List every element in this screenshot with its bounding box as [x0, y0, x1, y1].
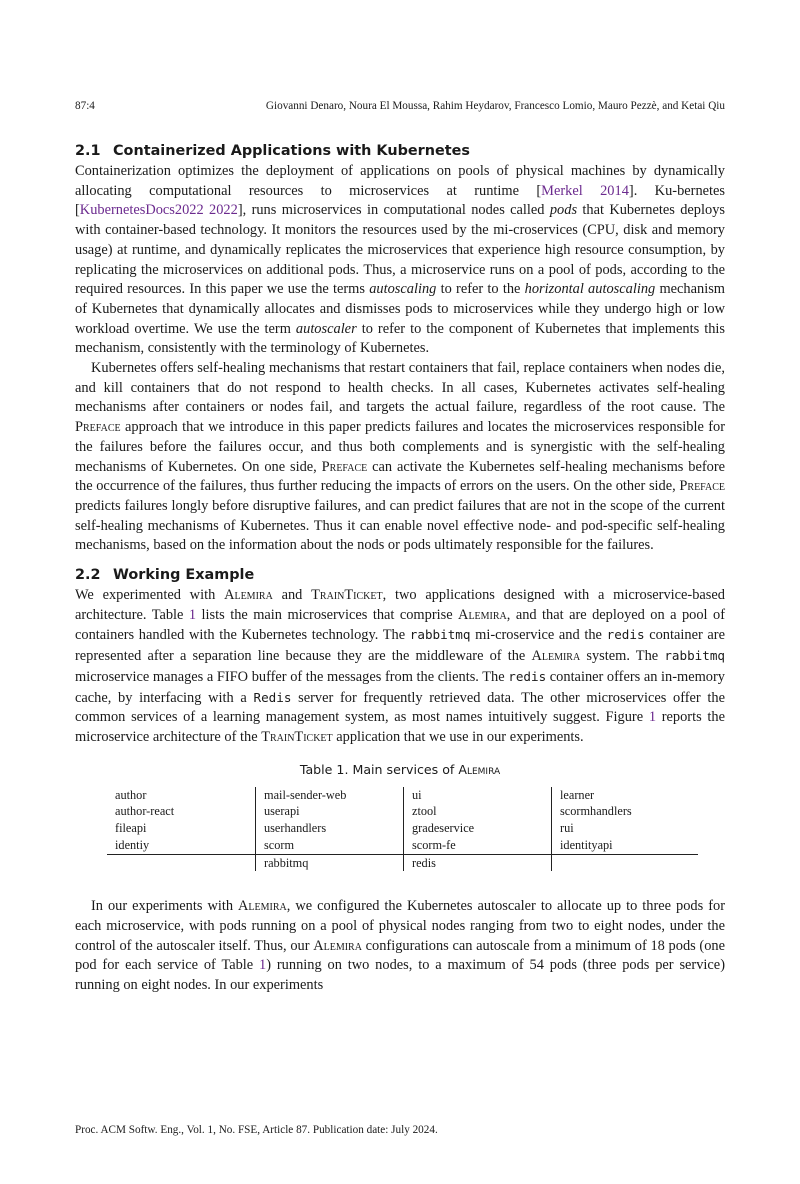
section-title: Containerized Applications with Kubernetes — [113, 143, 470, 159]
table-cell: rabbitmq — [256, 854, 404, 871]
paper-page — [75, 96, 725, 996]
section-heading-2-1 — [75, 140, 725, 162]
page-footer: Proc. ACM Softw. Eng., Vol. 1, No. FSE, Article 87. Publication date: July 2024. — [75, 1124, 438, 1136]
table-cell: userapi — [256, 803, 404, 820]
section-heading-2-2 — [75, 564, 725, 586]
table-caption: Table 1. Main services of Alemira — [299, 761, 501, 777]
figure-reference-link[interactable]: 1 — [648, 709, 657, 726]
running-authors: Giovanni Denaro, Noura El Moussa, Rahim Heydarov, Francesco Lomio, Mauro Pezzè, and Ketai Qiu — [265, 100, 725, 112]
table-cell: redis — [404, 854, 552, 871]
table-cell — [107, 854, 256, 871]
paragraph-self-healing: Kubernetes offers self-healing mechanisms that restart containers that fail, replace containers when nodes die, and kill containers that do not respond to health checks. In all cases, Kubernetes activates self-healing mechanisms after containers or nodes fail, and targets the actual failure, regardless of the root cause. The Preface approach that we introduce in this paper predicts failures and locates the microservices responsible for the failures before the failures occur, and thus both complements and is synergistic with the self-healing mechanisms of Kubernetes. On one side, Preface can activate the Kubernetes self-healing mechanisms before the occurrence of the failures, thus further reducing the impacts of errors on the users. On the other side, Preface predicts failures longly before disruptive failures, and can predict failures that are not in the scope of the current self-healing mechanisms of Kubernetes. Thus it can enable novel effective node- and pod-specific self-healing mechanisms, based on the information about the nods or pods ultimately responsible for the failures. — [75, 360, 725, 554]
table-cell: scormhandlers — [552, 803, 699, 820]
table-cell: ztool — [404, 803, 552, 820]
table-cell: mail-sender-web — [256, 787, 404, 804]
citation-link[interactable]: KubernetesDocs2022 2022 — [79, 202, 238, 219]
table-cell: scorm-fe — [404, 837, 552, 854]
table-row-middleware — [107, 854, 698, 871]
table-cell: learner — [552, 787, 699, 804]
table-cell: gradeservice — [404, 820, 552, 837]
table-cell: scorm — [256, 837, 404, 854]
page-number: 87:4 — [75, 100, 95, 112]
paragraph-containerization: Containerization optimizes the deployment of applications on pools of physical machines by dynamically allocating computational resources to microservices at runtime [Merkel 2014]. Ku-bernetes [KubernetesDocs2022 2022], runs microservices in computational nodes called pods that Kubernetes deploys with container-based technology. It monitors the resources used by the mi-croservices (CPU, disk and memory usage) at runtime, and dynamically replicates the microservices that experience high resource consumption, by replicating the microservices on additional pods. Thus, a microservice runs on a pool of pods, according to the required resources. In this paper we use the terms autoscaling to refer to the horizontal autoscaling mechanism of Kubernetes that dynamically allocates and dismisses pods to microservices while they undergo high or low workload overtime. We use the term autoscaler to refer to the component of Kubernetes that implements this mechanism, consistently with the terminology of Kubernetes. — [75, 163, 726, 357]
table-cell: author-react — [115, 804, 175, 819]
table-row — [107, 787, 698, 804]
running-head — [75, 96, 725, 116]
table-row — [107, 820, 698, 837]
paragraph-experiments: In our experiments with Alemira, we configured the Kubernetes autoscaler to allocate up to three pods for each microservice, with pods running on a pool of physical nodes ranging from two to eight nodes, under the control of the autoscaler itself. Thus, our Alemira configurations can autoscale from a minimum of 18 pods (one pod for each service of Table 1) running on two nodes, to a maximum of 54 pods (three pods per service) running on eight nodes. In our experiments — [75, 898, 726, 994]
table-row — [107, 837, 698, 854]
table-cell: identiy — [107, 837, 256, 854]
paragraph-working-example: We experimented with Alemira and TrainTicket, two applications designed with a microservice-based architecture. Table 1 lists the main microservices that comprise Alemira, and that are deployed on a pool of containers handled with the Kubernetes technology. The rabbitmq mi-croservice and the redis container are represented after a separation line because they are the middleware of the Alemira system. The rabbitmq microservice manages a FIFO buffer of the messages from the clients. The redis container offers an in-memory cache, by interfacing with a Redis server for frequently retrieved data. The other microservices offer the common services of a learning management system, as most names intuitively suggest. Figure 1 reports the microservice architecture of the TrainTicket application that we use in our experiments. — [75, 587, 725, 745]
table-cell: rui — [552, 820, 699, 837]
table-cell: fileapi — [115, 821, 147, 836]
table-cell: userhandlers — [256, 820, 404, 837]
section-number: 2.2 — [75, 567, 101, 584]
citation-link[interactable]: Merkel 2014 — [541, 182, 629, 199]
table-cell: ui — [404, 787, 552, 804]
table-cell: identityapi — [552, 837, 699, 854]
table-reference-link[interactable]: 1 — [259, 957, 267, 974]
section-title: Working Example — [113, 567, 255, 584]
section-number: 2.1 — [75, 143, 101, 159]
table-cell — [552, 854, 699, 871]
table-cell: author — [115, 787, 147, 802]
table-reference-link[interactable]: 1 — [188, 606, 197, 623]
services-table — [107, 787, 698, 872]
table-row — [107, 803, 698, 820]
